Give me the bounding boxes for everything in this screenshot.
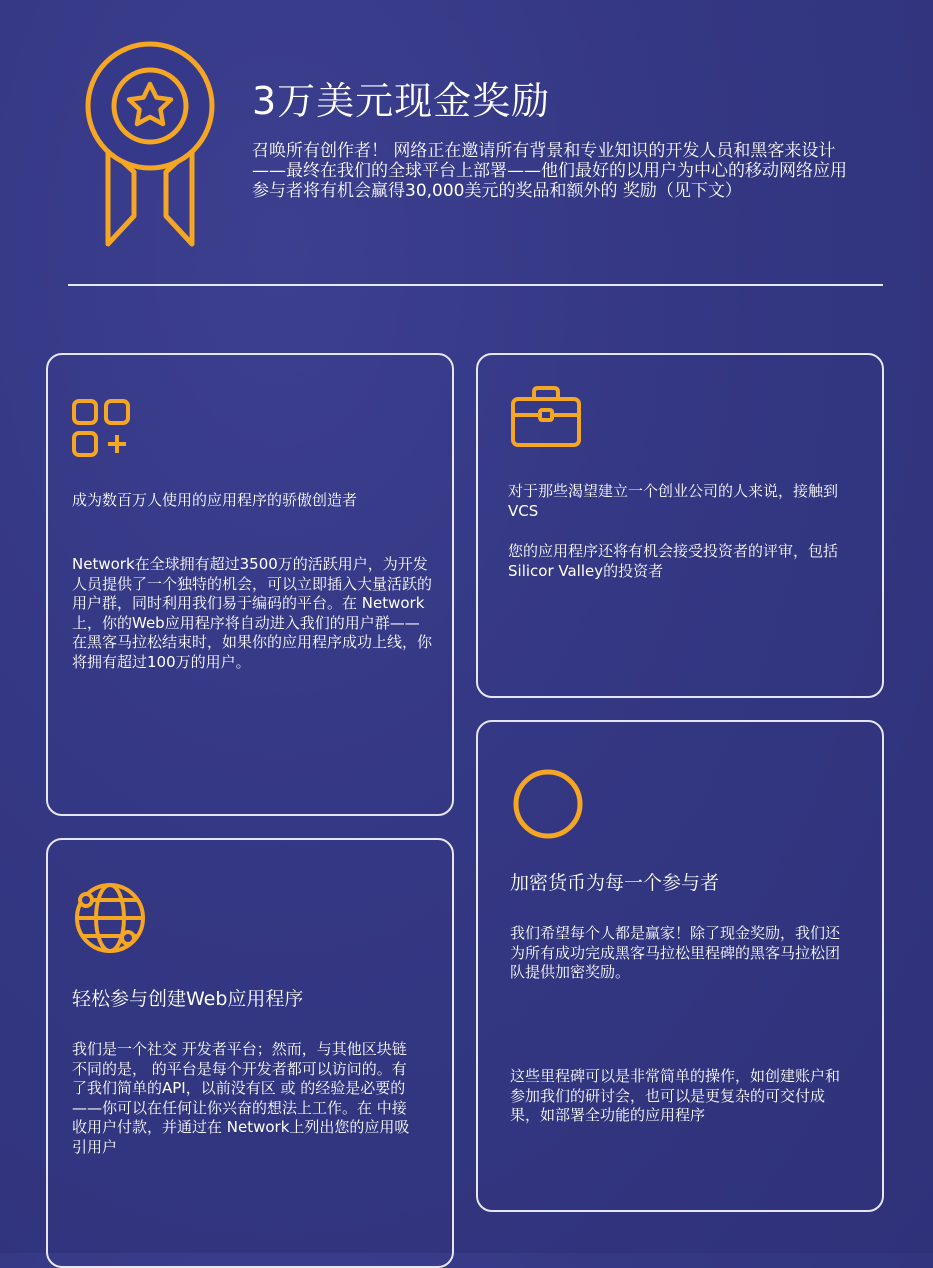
card-heading: 成为数百万人使用的应用程序的骄傲创造者 [72, 491, 358, 509]
card-body: Network在全球拥有超过3500万的活跃用户，为开发人员提供了一个独特的机会，可以立即插入大量活跃的用户群，同时利用我们易于编码的平台。在 Network上，你的Web应用程序将自动进入我们的用户群——在黑客马拉松结束时，如果你的应用程序成功上线，你将拥有超过100万的用户。 [72, 555, 433, 671]
award-ribbon-star-icon [82, 40, 218, 252]
page-title: 3万美元现金奖励 [252, 79, 551, 123]
card-heading: 对于那些渴望建立一个创业公司的人来说，接触到VCS [508, 482, 839, 520]
globe-network-icon [72, 880, 148, 956]
coin-circle-icon [510, 766, 586, 842]
briefcase-icon [510, 385, 582, 449]
section-divider [68, 284, 883, 286]
apps-grid-plus-icon [72, 399, 136, 463]
card-crypto-rewards [476, 720, 884, 1212]
card-body: 我们希望每个人都是赢家！除了现金奖励，我们还为所有成功完成黑客马拉松里程碑的黑客马拉松团队提供加密奖励。 [510, 924, 841, 981]
card-investors [476, 353, 884, 698]
card-body-secondary: 这些里程碑可以是非常简单的操作，如创建账户和参加我们的研讨会，也可以是更复杂的可交付成果，如部署全功能的应用程序 [510, 1067, 841, 1124]
card-body: 您的应用程序还将有机会接受投资者的评审，包括Silicor Valley的投资者 [508, 542, 839, 580]
card-app-creator [46, 353, 454, 816]
card-web-apps [46, 838, 454, 1268]
card-heading: 加密货币为每一个参与者 [510, 872, 720, 894]
card-body: 我们是一个社交 开发者平台；然而，与其他区块链不同的是， 的平台是每个开发者都可以访问的。有了我们简单的API，以前没有区 或 的经验是必要的——你可以在任何让你兴奋的想法上工作。在 中接收用户付款，并通过在 Network上列出您的应用吸引用户 [72, 1040, 410, 1156]
card-heading: 轻松参与创建Web应用程序 [72, 988, 304, 1010]
intro-text: 召唤所有创作者！ 网络正在邀请所有背景和专业知识的开发人员和黑客来设计——最终在我们的全球平台上部署——他们最好的以用户为中心的移动网络应用参与者将有机会赢得30,000美元的奖品和额外的 奖励（见下文） [252, 141, 847, 201]
